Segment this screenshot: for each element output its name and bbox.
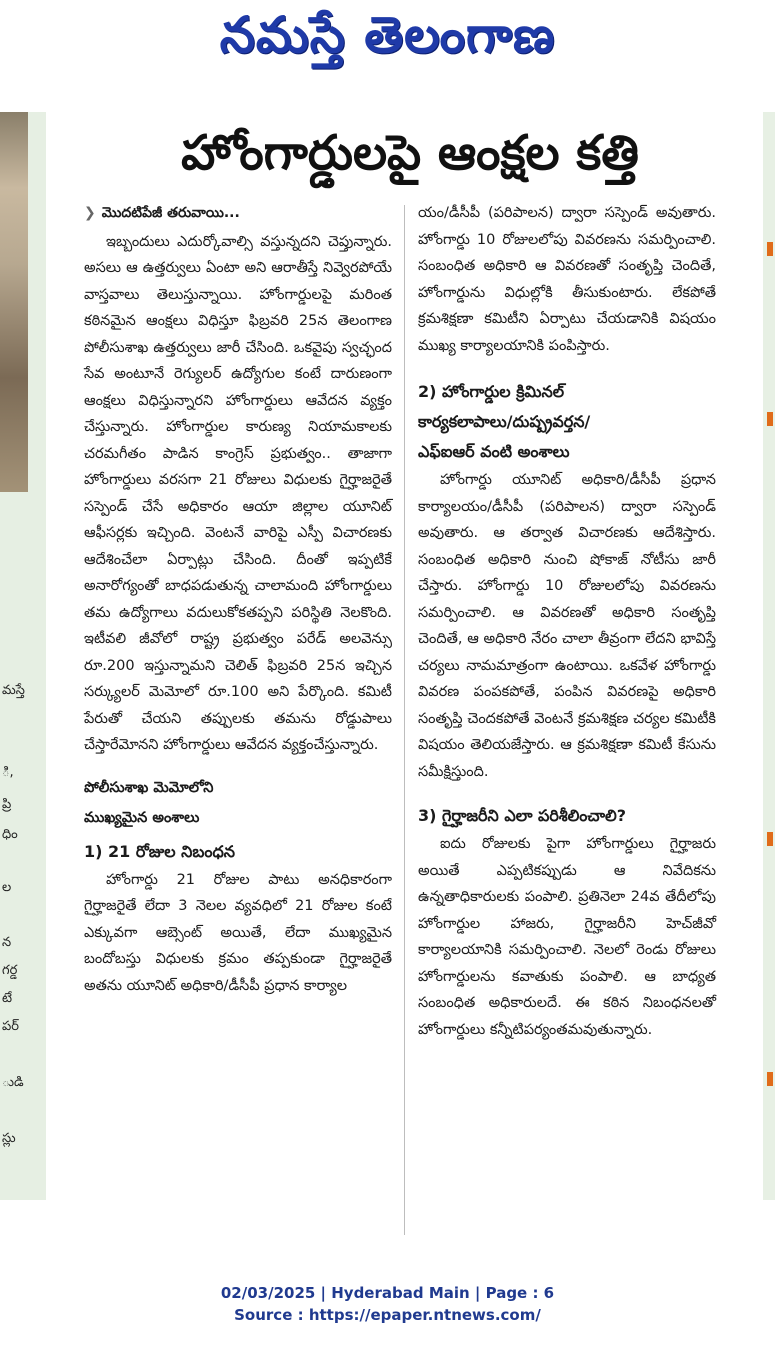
fragment-text: ి, xyxy=(2,765,14,780)
fragment-text: మస్తే xyxy=(2,683,25,698)
column-divider xyxy=(404,205,405,1235)
section-2-text: హోంగార్డు యూనిట్ అధికారి/డీసీపీ ప్రధాన కార్యాలయం/డీసీపీ (పరిపాలన) ద్వారా సస్పెండ్ అవుతారు. ఆ తర్వాత విచారణకు ఆదేశిస్తారు. సంబంధిత అధికారి నుంచి షోకాజ్ నోటీసు జారీ చేస్తారు. హోంగార్డు 10 రోజులలోపు వివరణను సమర్పించాలి. ఆ వివరణతో అధికారి సంతృప్తి చెందితే, ఆ అధికారి నేరం చాలా తీవ్రంగా లేదని భావిస్తే చర్యలు నామమాత్రంగా ఉంటాయి. ఒకవేళ హోంగార్డు వివరణ పంపకపోతే, పంపిన వివరణపై అధికారి సంతృప్తి చెందకపోతే వెంటనే క్రమశిక్షణ చర్యల కమిటీకి విషయం తెలియజేస్తారు. ఆ క్రమశిక్షణా కమిటీ కేసును సమీక్షిస్తుంది. xyxy=(418,472,716,780)
adjacent-article-strip xyxy=(0,112,46,1200)
fragment-text: టే xyxy=(2,991,13,1006)
adjacent-photo xyxy=(0,112,28,492)
fragment-text: ుడి xyxy=(2,1075,24,1090)
orange-marker xyxy=(767,832,773,846)
fragment-text: న xyxy=(2,935,12,950)
section-heading-1: 1) 21 రోజుల నిబంధన xyxy=(84,841,235,861)
memo-heading: పోలీసుశాఖ మెమోలోని xyxy=(84,779,214,796)
fragment-text: స్లు xyxy=(2,1131,16,1146)
continued-label xyxy=(84,200,392,227)
page-footer xyxy=(0,1282,775,1326)
section-heading-2-line: కార్యకలాపాలు/దుష్ప్రవర్తన/ xyxy=(418,412,591,431)
chevron-right-icon: ❯ xyxy=(84,205,96,221)
article-column-left xyxy=(84,200,392,999)
adjacent-right-strip xyxy=(763,112,775,1200)
section-heading-3: 3) గైర్హాజరీని ఎలా పరిశీలించాలి? xyxy=(418,806,627,825)
orange-marker xyxy=(767,412,773,426)
newspaper-logo: నమస్తే తెలంగాణ xyxy=(219,6,556,64)
orange-marker xyxy=(767,242,773,256)
memo-heading: ముఖ్యమైన అంశాలు xyxy=(84,809,200,826)
article-column-right xyxy=(418,200,716,1043)
section-3-text: ఐదు రోజులకు పైగా హోంగార్డులు గైర్హాజరు అయితే ఎప్పటికప్పుడు ఆ నివేదికను ఉన్నతాధికారులకు పంపాలి. ప్రతినెలా 24వ తేదీలోపు హోంగార్డుల హాజరు, గైర్హాజరీని హెచ్‌జీవో కార్యాలయానికి సమర్పించాలి. నెలలో రెండు రోజులు హోంగార్డులను కవాతుకు పంపాలి. ఆ బాధ్యత సంబంధిత అధికారులదే. ఈ కఠిన నిబంధనలతో హోంగార్డులు కన్నీటిపర్యంతమవుతున్నారు. xyxy=(418,836,716,1038)
body-paragraph: ఇబ్బందులు ఎదుర్కోవాల్సి వస్తున్నదని చెప్తున్నారు. అసలు ఆ ఉత్తర్వులు ఏంటా అని ఆరాతీస్తే నివ్వెరపోయే వాస్తవాలు తెలుస్తున్నాయి. హోంగార్డులపై మరింత కఠినమైన ఆంక్షలు విధిస్తూ ఫిబ్రవరి 25న తెలంగాణ పోలీసుశాఖ ఉత్తర్వులు జారీ చేసింది. ఒకవైపు స్వచ్ఛంద సేవ అంటూనే రెగ్యులర్ ఉద్యోగుల కంటే దారుణంగా ఆంక్షలు విధిస్తున్నారని హోంగార్డులు ఆవేదన వ్యక్తం చేస్తున్నారు. హోంగార్డుల కారుణ్య నియామకాలకు చరమగీతం పాడిన కాంగ్రెస్ ప్రభుత్వం.. తాజాగా హోంగార్డులు వరసగా 21 రోజులు విధులకు గైర్హాజరైతే సస్పెండ్ చేసే అధికారం ఆయా జిల్లాల యూనిట్ ఆఫీసర్లకు ఇచ్చింది. వెంటనే వారిపై ఎస్పీ విచారణకు ఆదేశించేలా ఏర్పాట్లు చేసింది. దీంతో ఇప్పటికే అనారోగ్యంతో బాధపడుతున్న చాలామంది హోంగార్డులు తమ ఉద్యోగాలు వదులుకోకతప్పని పరిస్థితి నెలకొంది. ఇటీవలి జీవోలో రాష్ట్ర ప్రభుత్వం పరేడ్ అలవెన్సు రూ.200 ఇస్తున్నామని చెలిత్ ఫిబ్రవరి 25న ఇచ్చిన సర్క్యులర్ మెమోలో రూ.100 అని పేర్కొంది. కమిటీ పేరుతో చేయని తప్పులకు తమను రోడ్డుపాలు చేస్తారేమోనని హోంగార్డులు ఆవేదన వ్యక్తంచేస్తున్నారు. xyxy=(84,233,392,753)
fragment-text: గర్డ xyxy=(2,963,18,978)
fragment-text: పర్ xyxy=(2,1019,19,1034)
continued-text: మొదటిపేజీ తరువాయి... xyxy=(101,205,240,221)
headline: హోంగార్డులపై ఆంక్షల కత్తి xyxy=(181,125,639,181)
masthead xyxy=(0,0,775,92)
fragment-text: ప్రి xyxy=(2,797,12,812)
section-1-text: హోంగార్డు 21 రోజుల పాటు అనధికారంగా గైర్హాజరైతే లేదా 3 నెలల వ్యవధిలో 21 రోజుల కంటే ఎక్కువగా ఆబ్సెంట్ అయితే, లేదా ముఖ్యమైన బందోబస్తు విధులకు క్రమం తప్పకుండా గైర్హాజరైతే అతను యూనిట్ అధికారి/డీసీపీ ప్రధాన కార్యాల xyxy=(84,871,392,994)
continued-paragraph: యం/డీసీపీ (పరిపాలన) ద్వారా సస్పెండ్ అవుతారు. హోంగార్డు 10 రోజులలోపు వివరణను సమర్పించాలి. సంబంధిత అధికారి ఆ వివరణతో సంతృప్తి చెందితే, హోంగార్డును విధుల్లోకి తీసుకుంటారు. లేకపోతే క్రమశిక్షణా కమిటీని ఏర్పాటు చేయడానికి విషయం ముఖ్య కార్యాలయానికి పంపిస్తారు. xyxy=(418,205,716,354)
orange-marker xyxy=(767,1072,773,1086)
fragment-text: ల xyxy=(2,880,12,895)
fragment-text: ధిం xyxy=(2,827,18,842)
source-link[interactable]: Source : https://epaper.ntnews.com/ xyxy=(234,1306,541,1324)
section-heading-2: 2) హోంగార్డుల క్రిమినల్ xyxy=(418,382,565,401)
edition-info: 02/03/2025 | Hyderabad Main | Page : 6 xyxy=(220,1284,555,1302)
section-heading-2-line: ఎఫ్ఐఆర్ వంటి అంశాలు xyxy=(418,442,570,461)
